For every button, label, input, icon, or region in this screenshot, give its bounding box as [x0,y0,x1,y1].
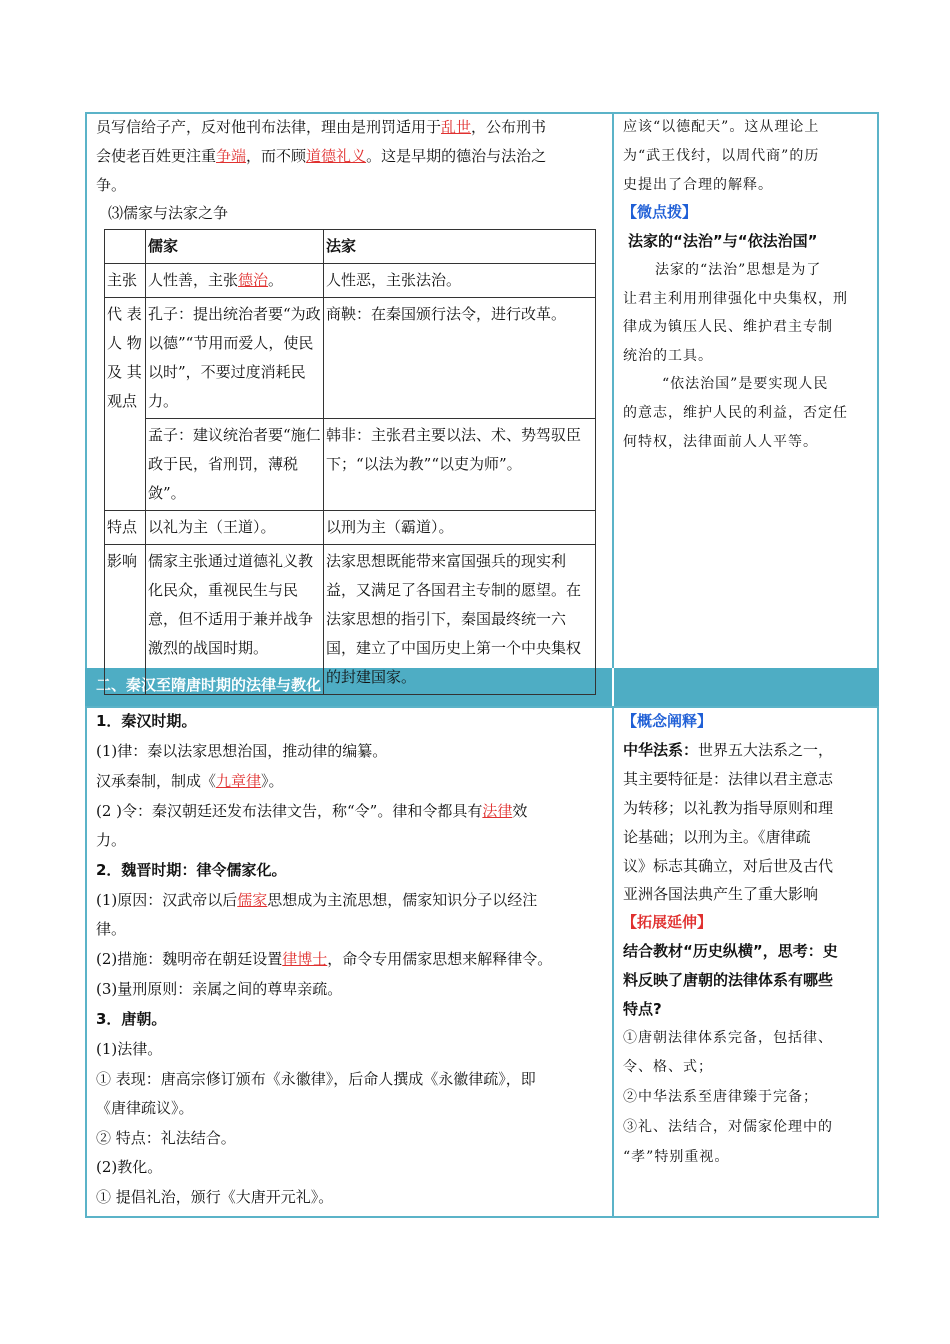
band-divider [612,668,614,708]
answer-falv: 法律 [482,802,513,820]
table-row: 影响 儒家主张通过道德礼义教化民众，重视民生与民意，但不适用于兼并战争激烈的战国时期。 法家思想既能带来富国强兵的现实利益，又满足了各国君主专制的愿望。在法家思想的指引下，秦国最终统一六国，建立了中国历史上第一个中央集权的封建国家。 [105,545,596,695]
answer-daodeliyi: 道德礼义 [306,147,367,165]
header-rujia: 儒家 [146,230,324,264]
subsection-title: ⑶儒家与法家之争 [108,204,229,222]
header-fajia: 法家 [324,230,596,264]
heading-qinhan: 1．秦汉时期。 [96,712,197,730]
row-label: 主张 [105,264,146,298]
tip-paragraph: 律成为镇压人民、维护君主专制 [623,319,833,335]
table-row: 主张 人性善，主张德治。 人性恶，主张法治。 [105,264,596,298]
answer-jiuzhanglv: 九章律 [216,772,262,790]
extension-tag: 【拓展延伸】 [622,913,713,931]
table-row: 孟子：建议统治者要“施仁政于民，省刑罚，薄税敛”。 韩非：主张君主要以法、术、势驾驭臣下；“以法为教”“以吏为师”。 [105,419,596,511]
tip-title: 法家的“法治”与“依法治国” [628,232,818,250]
upper-divider [612,112,614,670]
section-title: 二、秦汉至隋唐时期的法律与教化 [96,676,322,694]
concept-term: 中华法系： [623,741,699,759]
comparison-table [104,229,596,695]
table-header-row [105,230,596,264]
question-line: 特点? [623,1000,662,1018]
answer-line: 令、格、式； [623,1059,713,1075]
side-line: 史提出了合理的解释。 [623,177,773,193]
tip-paragraph: “依法治国”是要实现人民 [662,376,829,392]
tip-paragraph: 的意志，维护人民的利益，否定任 [623,405,848,421]
header-empty [105,230,146,264]
concept-tag: 【概念阐释】 [622,712,713,730]
answer-luanshi: 乱世 [441,118,472,136]
tip-paragraph: 让君主利用刑律强化中央集权，刑 [623,291,848,307]
tip-paragraph: 统治的工具。 [623,348,713,364]
table-row: 代 表人 物及 其观点 孔子：提出统治者要“为政以德”“节用而爱人，使民以时”，不要过度消耗民力。 商鞅：在秦国颁行法令，进行改革。 [105,298,596,419]
side-line: 应该“以德配天”。这从理论上 [623,119,820,135]
answer-lvboshi: 律博士 [282,950,328,968]
answer-dezhi: 德治 [238,271,269,289]
heading-tang: 3．唐朝。 [96,1010,167,1028]
top-line-2: 会使老百姓更注重争端，而不顾道德礼义。这是早期的德治与法治之 [96,147,547,165]
side-line: 为“武王伐纣，以周代商”的历 [623,148,820,164]
row-label: 代 表人 物及 其观点 [105,298,146,511]
answer-line: ③礼、法结合，对儒家伦理中的 [623,1119,833,1135]
answer-zhengduan: 争端 [216,147,247,165]
answer-line: “孝”特别重视。 [623,1149,730,1165]
table-row: 特点 以礼为主（王道）。 以刑为主（霸道）。 [105,511,596,545]
question-line: 结合教材“历史纵横”，思考：史 [623,942,838,960]
top-line-3: 争。 [96,176,127,194]
question-line: 料反映了唐朝的法律体系有哪些 [623,971,834,989]
lower-divider [612,706,614,1218]
row-label: 特点 [105,511,146,545]
tip-tag: 【微点拨】 [622,203,698,221]
tip-paragraph: 何特权，法律面前人人平等。 [623,434,818,450]
top-line-1: 员写信给子产，反对他刊布法律，理由是刑罚适用于乱世，公布刑书 [96,118,547,136]
tip-paragraph: 法家的“法治”思想是为了 [655,262,822,278]
heading-weijin: 2．魏晋时期：律令儒家化。 [96,861,287,879]
answer-line: ②中华法系至唐律臻于完备； [623,1089,818,1105]
answer-rujia: 儒家 [237,891,268,909]
answer-line: ①唐朝法律体系完备，包括律、 [623,1030,833,1046]
row-label: 影响 [105,545,146,695]
